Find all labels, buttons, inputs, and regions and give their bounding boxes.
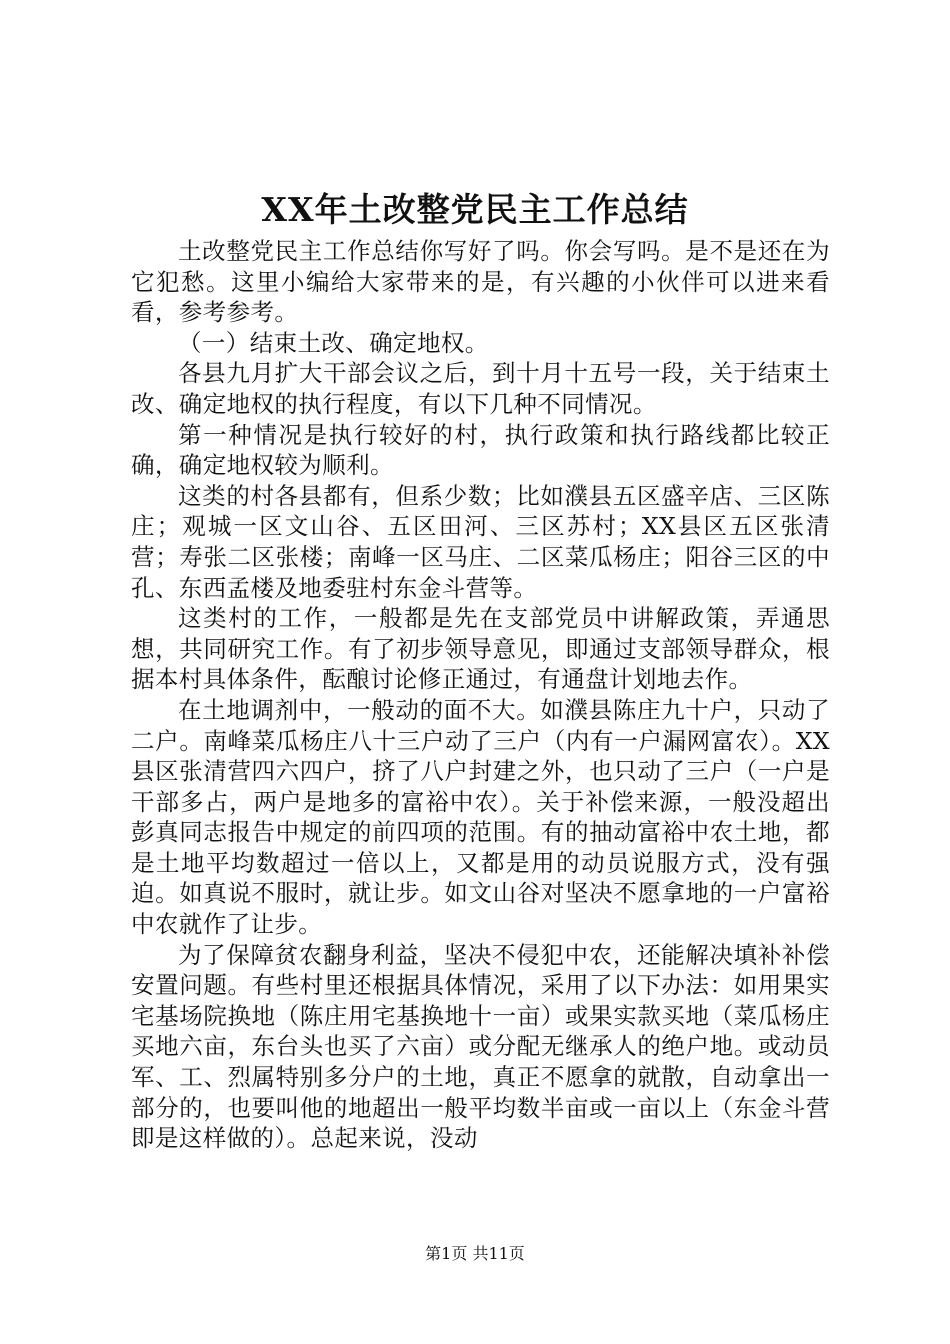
paragraph: 各县九月扩大干部会议之后，到十月十五号一段，关于结束土改、确定地权的执行程度，有以下几种不同情况。 bbox=[131, 359, 830, 418]
page-number: 第1页 共11页 bbox=[425, 1244, 525, 1263]
document-title: XX年土改整党民主工作总结 bbox=[261, 190, 689, 229]
paragraph: 第一种情况是执行较好的村，执行政策和执行路线都比较正确，确定地权较为顺利。 bbox=[131, 420, 830, 480]
document-body bbox=[131, 236, 830, 1154]
paragraph: 为了保障贫农翻身利益，坚决不侵犯中农，还能解决填补补偿安置问题。有些村里还根据具体情况，采用了以下办法：如用果实宅基场院换地（陈庄用宅基换地十一亩）或果实款买地（菜瓜杨庄买地六亩，东台头也买了六亩）或分配无继承人的绝户地。或动员军、工、烈属特别多分户的土地，真正不愿拿的就散，自动拿出一部分的，也要叫他的地超出一般平均数半亩或一亩以上（东金斗营即是这样做的）。总起来说，没动 bbox=[131, 940, 830, 1153]
paragraph-intro: 土改整党民主工作总结你写好了吗。你会写吗。是不是还在为它犯愁。这里小编给大家带来的是，有兴趣的小伙伴可以进来看看，参考参考。 bbox=[131, 237, 830, 327]
paragraph: 在土地调剂中，一般动的面不大。如濮县陈庄九十户，只动了二户。南峰菜瓜杨庄八十三户动了三户（内有一户漏网富农）。XX县区张清营四六四户，挤了八户封建之外，也只动了三户（一户是干部多占，两户是地多的富裕中农）。关于补偿来源，一般没超出彭真同志报告中规定的前四项的范围。有的抽动富裕中农土地，都是土地平均数超过一倍以上，又都是用的动员说服方式，没有强迫。如真说不服时，就让步。如文山谷对坚决不愿拿地的一户富裕中农就作了让步。 bbox=[131, 695, 830, 939]
section-heading: （一）结束土改、确定地权。 bbox=[178, 328, 489, 357]
paragraph: 这类村的工作，一般都是先在支部党员中讲解政策，弄通思想，共同研究工作。有了初步领导意见，即通过支部领导群众，根据本村具体条件，酝酿讨论修正通过，有通盘计划地去作。 bbox=[131, 604, 830, 694]
paragraph: 这类的村各县都有，但系少数；比如濮县五区盛辛店、三区陈庄；观城一区文山谷、五区田河、三区苏村；XX县区五区张清营；寿张二区张楼；南峰一区马庄、二区菜瓜杨庄；阳谷三区的中孔、东西孟楼及地委驻村东金斗营等。 bbox=[131, 481, 830, 602]
